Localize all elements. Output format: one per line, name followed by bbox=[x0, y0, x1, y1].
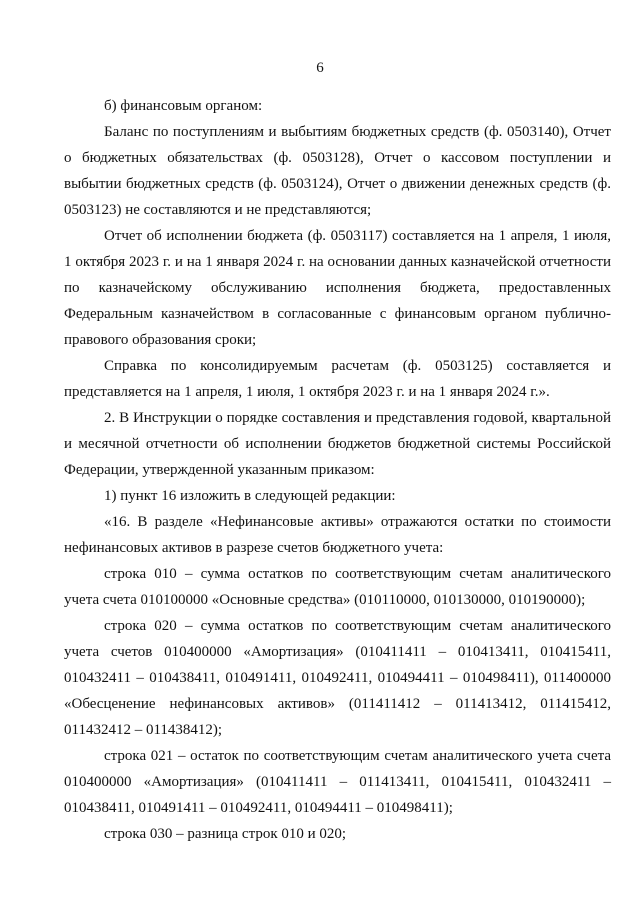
paragraph-item-16: 1) пункт 16 изложить в следующей редакции: bbox=[104, 488, 396, 504]
page-number: 6 bbox=[316, 60, 324, 76]
paragraph-line-010: строка 010 – сумма остатков по соответствующим счетам аналитического учета счета 010100000 «Основные средства» (010110000, 010130000, 010190000); bbox=[64, 566, 611, 608]
paragraph-line-020: строка 020 – сумма остатков по соответствующим счетам аналитического учета счетов 010400000 «Амортизация» (010411411 – 010413411, 010415411, 010432411 – 010438411, 010491411, 010492411, 010494411 – 010498411), 011400000 «Обесценение нефинансовых активов» (011411412 – 011413412, 011415412, 011432412 – 011438412); bbox=[64, 618, 611, 738]
paragraph-nonfinancial-assets: «16. В разделе «Нефинансовые активы» отражаются остатки по стоимости нефинансовых активов в разрезе счетов бюджетного учета: bbox=[64, 514, 611, 556]
paragraph-consolidated-calculations: Справка по консолидируемым расчетам (ф. 0503125) составляется и представляется на 1 апреля, 1 июля, 1 октября 2023 г. и на 1 января 2024 г.». bbox=[64, 358, 611, 400]
paragraph-line-030: строка 030 – разница строк 010 и 020; bbox=[104, 826, 347, 842]
document-body bbox=[64, 93, 611, 847]
paragraph-line-021: строка 021 – остаток по соответствующим счетам аналитического учета счета 010400000 «Амортизация» (010411411 – 011413411, 010415411, 010432411 – 010438411, 010491411 – 010492411, 010494411 – 010498411); bbox=[64, 748, 611, 816]
paragraph-budget-execution-report: Отчет об исполнении бюджета (ф. 0503117) составляется на 1 апреля, 1 июля, 1 октября 2023 г. и на 1 января 2024 г. на основании данных казначейской отчетности по казначейскому обслуживанию исполнения бюджета, предоставленных Федеральным казначейством в согласованные с финансовым органом публично-правового образования сроки; bbox=[64, 228, 611, 348]
paragraph-balance-reports: Баланс по поступлениям и выбытиям бюджетных средств (ф. 0503140), Отчет о бюджетных обязательствах (ф. 0503128), Отчет о кассовом поступлении и выбытии бюджетных средств (ф. 0503124), Отчет о движении денежных средств (ф. 0503123) не составляются и не представляются; bbox=[64, 124, 611, 218]
paragraph-financial-body: б) финансовым органом: bbox=[104, 98, 263, 114]
paragraph-instruction-amendment: 2. В Инструкции о порядке составления и представления годовой, квартальной и месячной отчетности об исполнении бюджетов бюджетной системы Российской Федерации, утвержденной указанным приказом: bbox=[64, 410, 611, 478]
